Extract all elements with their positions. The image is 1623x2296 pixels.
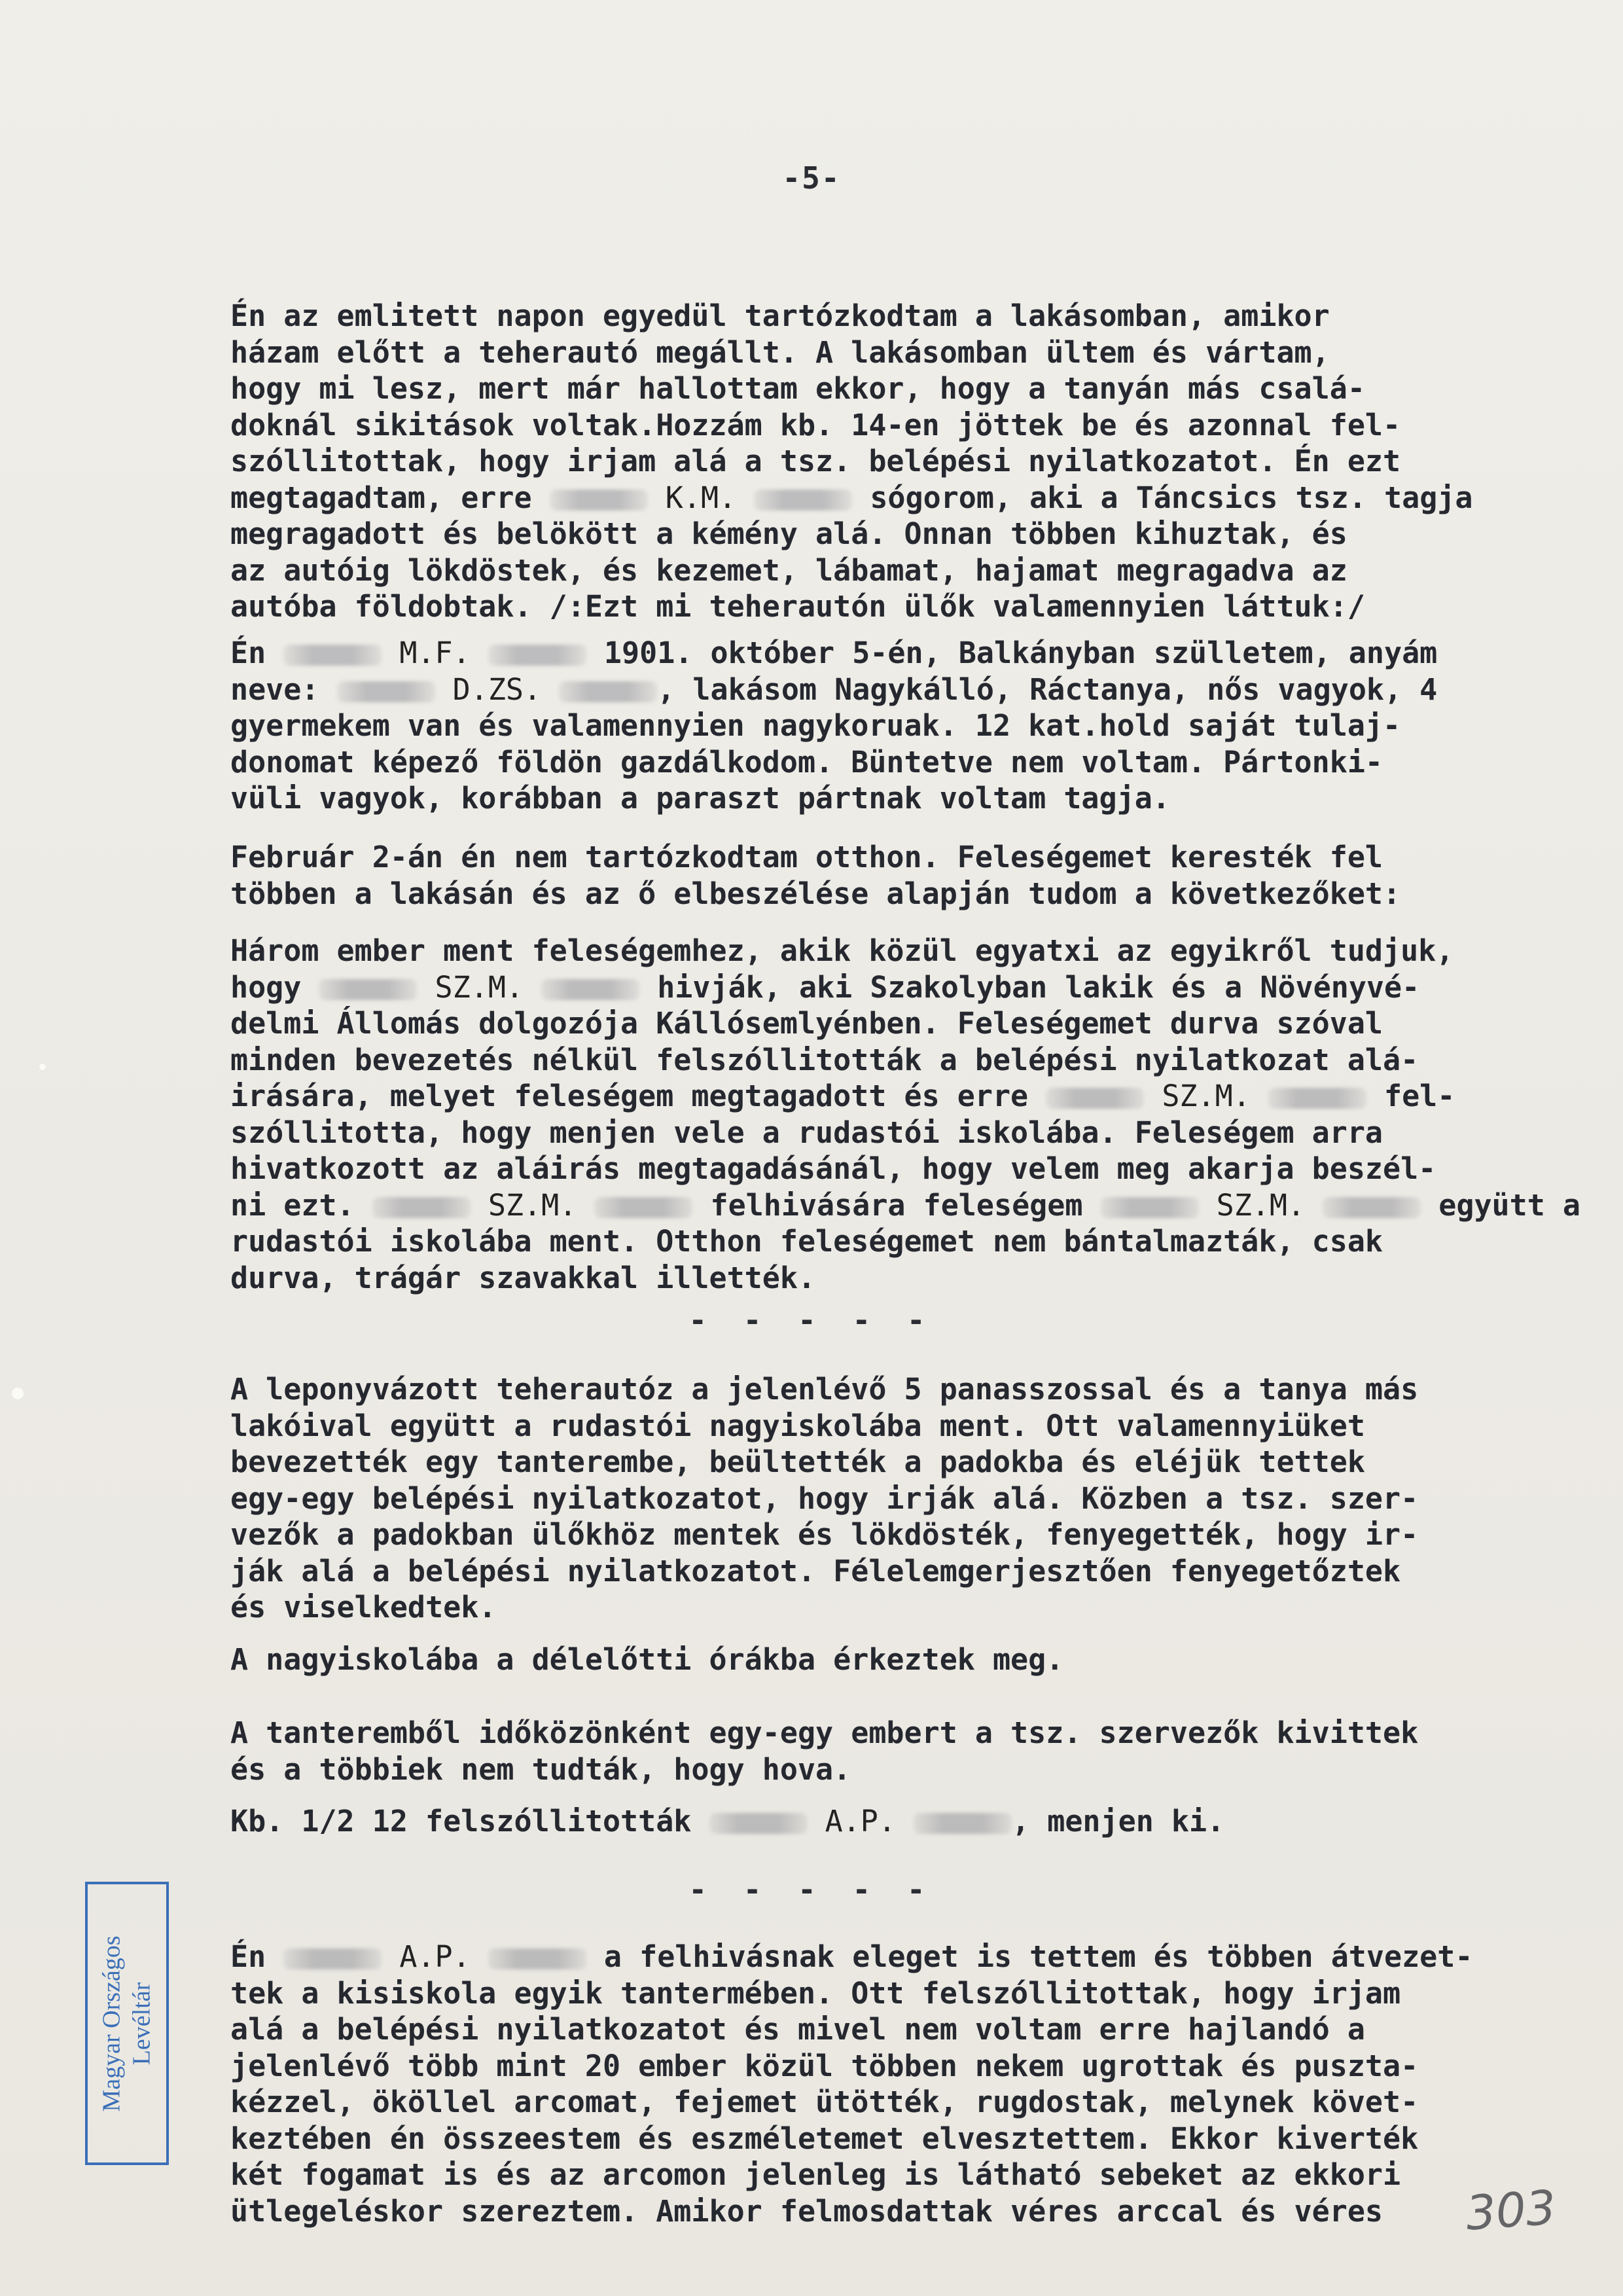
text-line <box>230 1151 1572 1187</box>
page-number: -5- <box>782 160 841 196</box>
name-initials: M.F. <box>382 636 488 670</box>
text-line <box>230 1078 1572 1115</box>
text-line <box>230 1042 1572 1079</box>
redacted-name <box>1101 1188 1421 1223</box>
text-segment: A tanteremből időközönként egy-egy embert a tsz. szervezők kivittek <box>230 1715 1419 1750</box>
text-line <box>230 480 1572 516</box>
redacted-name <box>550 480 853 515</box>
text-segment: neve: <box>230 672 337 707</box>
stamp-line-2: Levéltár <box>128 1982 156 2065</box>
redaction-blur <box>914 1813 1012 1834</box>
text-segment: autóba földobtak. /:Ezt mi teherautón ülők valamennyien láttuk:/ <box>230 589 1365 624</box>
text-line <box>230 1480 1572 1517</box>
name-initials: SZ.M. <box>1144 1079 1268 1113</box>
text-segment: , lakásom Nagykálló, Ráctanya, nős vagyok, 4 <box>657 672 1438 707</box>
text-segment: Én az emlitett napon egyedül tartózkodtam a lakásomban, amikor <box>230 298 1330 333</box>
redaction-blur <box>754 490 852 511</box>
text-segment: hogy mi lesz, mert már hallottam ekkor, hogy a tanyán más csalá- <box>230 371 1365 406</box>
text-line <box>230 708 1572 744</box>
text-line <box>230 516 1572 552</box>
text-line <box>230 443 1572 480</box>
name-initials: SZ.M. <box>470 1187 595 1223</box>
text-line <box>230 744 1572 781</box>
text-line <box>230 1641 1572 1678</box>
text-segment: rudastói iskolába ment. Otthon feleségemet nem bántalmazták, csak <box>230 1224 1383 1259</box>
name-initials: SZ.M. <box>417 969 542 1005</box>
text-segment: többen a lakásán és az ő elbeszélése alapján tudom a következőket: <box>230 876 1401 911</box>
text-segment: az autóig lökdöstek, és kezemet, lábamat, hajamat megragadva az <box>230 552 1347 588</box>
text-line <box>230 1975 1572 2012</box>
text-line <box>230 2193 1572 2230</box>
text-segment: jelenlévő több mint 20 ember közül többen nekem ugrottak és puszta- <box>230 2048 1419 2083</box>
redaction-blur <box>488 1948 586 1969</box>
text-segment: hivatkozott az aláirás megtagadásánál, hogy velem meg akarja beszél- <box>230 1151 1436 1186</box>
text-segment: Én <box>230 1939 284 1974</box>
text-segment: ják alá a belépési nyilatkozatot. Félelemgerjesztően fenyegetőztek <box>230 1553 1401 1588</box>
redaction-blur <box>337 681 435 702</box>
text-segment: delmi Állomás dolgozója Kállósemlyénben. Feleségemet durva szóval <box>230 1006 1383 1041</box>
text-segment: együtt a <box>1421 1187 1581 1223</box>
redacted-name <box>283 636 586 670</box>
paragraph <box>230 1803 1572 1840</box>
text-segment: vezők a padokban ülőkhöz mentek és lökdösték, fenyegették, hogy ir- <box>230 1517 1419 1552</box>
text-line <box>230 2011 1572 2048</box>
redaction-blur <box>1046 1088 1144 1109</box>
text-segment: bevezették egy tanterembe, beültették a padokba és eléjük tettek <box>230 1444 1365 1479</box>
text-line <box>230 1444 1572 1480</box>
text-line <box>230 839 1572 876</box>
name-initials: A.P. <box>807 1804 914 1839</box>
redaction-blur <box>319 979 417 1000</box>
text-segment: szóllitottak, hogy irjam alá a tsz. belépési nyilatkozatot. Én ezt <box>230 444 1401 478</box>
text-line <box>230 2121 1572 2157</box>
text-segment: hivják, aki Szakolyban lakik és a Növényvé- <box>639 969 1420 1005</box>
text-line <box>230 588 1572 625</box>
text-line <box>230 1715 1572 1751</box>
redaction-blur <box>1101 1197 1199 1218</box>
text-segment: A nagyiskolába a délelőtti órákba érkeztek meg. <box>230 1642 1064 1677</box>
text-segment: minden bevezetés nélkül felszóllitották a belépési nyilatkozat alá- <box>230 1042 1419 1077</box>
paper-speck <box>39 1064 46 1070</box>
text-line <box>230 1115 1572 1151</box>
text-segment: gyermekem van és valamennyien nagykoruak. 12 kat.hold saját tulaj- <box>230 708 1401 743</box>
text-segment: Kb. 1/2 12 felszóllitották <box>230 1804 709 1839</box>
text-segment: megragadott és belökött a kémény alá. Onnan többen kihuztak, és <box>230 516 1347 551</box>
text-line <box>230 635 1572 672</box>
text-line <box>230 1187 1581 1224</box>
text-segment: sógorom, aki a Táncsics tsz. tagja <box>852 480 1473 515</box>
handwritten-page-number: 303 <box>1464 2179 1558 2241</box>
text-line <box>230 407 1572 444</box>
text-line <box>230 1589 1572 1626</box>
stamp-line-1: Magyar Országos <box>98 1935 126 2112</box>
text-line <box>230 1751 1572 1788</box>
text-line <box>230 1223 1572 1260</box>
text-line <box>230 1408 1572 1444</box>
text-line <box>230 2084 1572 2121</box>
redacted-name <box>319 970 639 1005</box>
text-segment: keztében én összeestem és eszméletemet elvesztettem. Ekkor kiverték <box>230 2121 1419 2156</box>
text-segment: lakóival együtt a rudastói nagyiskolába ment. Ott valamennyiüket <box>230 1408 1365 1443</box>
text-line <box>230 1005 1572 1042</box>
redaction-blur <box>283 645 382 666</box>
text-segment: felhivására feleségem <box>692 1187 1101 1223</box>
paragraph <box>230 635 1572 817</box>
paragraph <box>230 298 1572 625</box>
text-segment: Három ember ment feleségemhez, akik közül egyatxi az egyikről tudjuk, <box>230 933 1454 968</box>
text-segment: durva, trágár szavakkal illették. <box>230 1260 816 1295</box>
paragraph <box>230 839 1572 912</box>
text-segment: szóllitotta, hogy menjen vele a rudastói iskolába. Feleségem arra <box>230 1115 1383 1150</box>
text-segment: donomat képező földön gazdálkodom. Büntetve nem voltam. Pártonki- <box>230 744 1383 780</box>
text-segment: kézzel, ököllel arcomat, fejemet ütötték, rugdostak, melynek követ- <box>230 2085 1419 2119</box>
paper-speck <box>12 1388 24 1399</box>
redaction-blur <box>559 681 657 702</box>
redacted-name <box>372 1188 693 1223</box>
name-initials: K.M. <box>647 480 755 515</box>
archive-stamp <box>85 1882 169 2165</box>
paragraph <box>230 1939 1572 2229</box>
text-line <box>230 552 1572 589</box>
text-line <box>230 933 1572 969</box>
text-segment: házam előtt a teherautó megállt. A lakásomban ültem és vártam, <box>230 334 1330 370</box>
text-line <box>230 672 1572 708</box>
redacted-name <box>283 1939 586 1974</box>
text-segment: A leponyvázott teherautóz a jelenlévő 5 panasszossal és a tanya más <box>230 1372 1419 1407</box>
paragraph <box>230 933 1581 1296</box>
name-initials: D.ZS. <box>435 672 560 707</box>
text-segment: a felhivásnak eleget is tettem és többen átvezet- <box>586 1939 1473 1974</box>
text-line <box>230 2157 1572 2193</box>
text-line <box>230 1516 1572 1553</box>
text-segment: alá a belépési nyilatkozatot és mivel nem voltam erre hajlandó a <box>230 2012 1365 2047</box>
name-initials: SZ.M. <box>1198 1187 1323 1223</box>
text-segment: tek a kisiskola egyik tantermében. Ott felszóllitottak, hogy irjam <box>230 1975 1401 2011</box>
text-line <box>230 370 1572 407</box>
text-segment: és a többiek nem tudták, hogy hova. <box>230 1751 851 1787</box>
text-segment: vüli vagyok, korábban a paraszt pártnak voltam tagja. <box>230 781 1170 816</box>
text-line <box>230 1939 1572 1975</box>
paragraph <box>230 1715 1572 1787</box>
redaction-blur <box>709 1813 808 1834</box>
name-initials: A.P. <box>382 1939 488 1974</box>
redaction-blur <box>550 490 648 511</box>
text-line <box>230 298 1572 334</box>
text-segment: irására, melyet feleségem megtagadott és erre <box>230 1079 1046 1113</box>
redaction-blur <box>1323 1197 1421 1218</box>
paragraph <box>230 1641 1572 1678</box>
text-line <box>230 1803 1572 1840</box>
redacted-name <box>1046 1079 1366 1113</box>
text-segment: , menjen ki. <box>1012 1804 1225 1839</box>
text-segment: hogy <box>230 969 319 1005</box>
text-segment: megtagadtam, erre <box>230 480 550 515</box>
paragraph <box>230 1371 1572 1626</box>
text-line <box>230 1260 1572 1297</box>
redaction-blur <box>594 1197 692 1218</box>
text-segment: 1901. október 5-én, Balkányban szülletem, anyám <box>586 636 1438 670</box>
text-segment: ütlegeléskor szereztem. Amikor felmosdattak véres arccal és véres <box>230 2193 1383 2229</box>
text-segment: ni ezt. <box>230 1187 372 1223</box>
text-line <box>230 2048 1572 2085</box>
section-divider: - - - - - <box>688 1872 935 1907</box>
redaction-blur <box>1268 1088 1366 1109</box>
text-segment: Február 2-án én nem tartózkodtam otthon. Feleségemet keresték fel <box>230 840 1383 874</box>
text-line <box>230 1371 1572 1408</box>
text-segment: fel- <box>1366 1079 1455 1113</box>
redacted-name <box>337 672 658 707</box>
redaction-blur <box>283 1948 382 1969</box>
text-segment: egy-egy belépési nyilatkozatot, hogy irják alá. Közben a tsz. szer- <box>230 1480 1419 1516</box>
text-segment: doknál sikitások voltak.Hozzám kb. 14-en jöttek be és azonnal fel- <box>230 407 1401 442</box>
section-divider: - - - - - <box>688 1302 935 1338</box>
redaction-blur <box>372 1197 471 1218</box>
text-line <box>230 334 1572 371</box>
text-segment: két fogamat is és az arcomon jelenleg is látható sebeket az ekkori <box>230 2157 1401 2192</box>
text-segment: és viselkedtek. <box>230 1590 497 1624</box>
text-line <box>230 876 1572 912</box>
text-line <box>230 1553 1572 1590</box>
redacted-name <box>709 1804 1012 1839</box>
redaction-blur <box>541 979 639 1000</box>
text-line <box>230 969 1572 1006</box>
text-segment: Én <box>230 636 284 670</box>
redaction-blur <box>488 645 586 666</box>
text-line <box>230 780 1572 817</box>
